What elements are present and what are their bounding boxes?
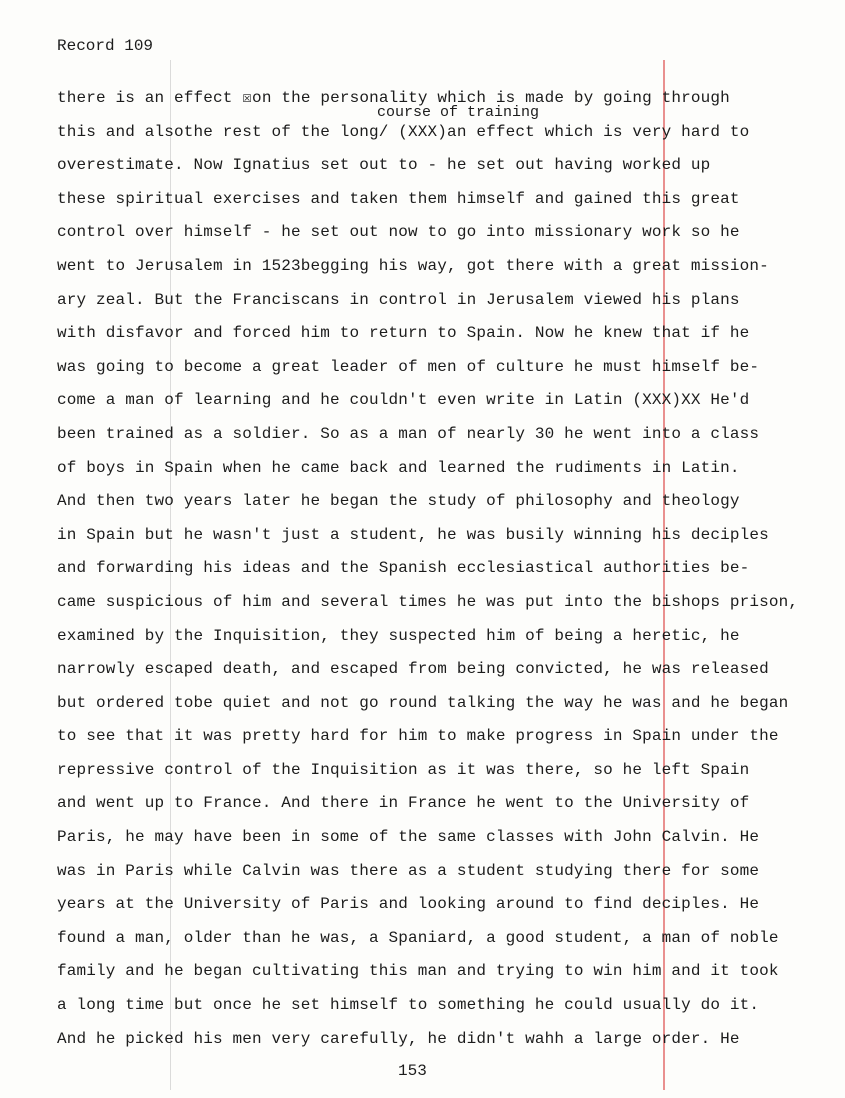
text-line: examined by the Inquisition, they suspected him of being a heretic, he xyxy=(57,626,740,645)
text-line: and forwarding his ideas and the Spanish ecclesiastical authorities be- xyxy=(57,559,750,578)
text-line: Paris, he may have been in some of the same classes with John Calvin. He xyxy=(57,828,760,847)
text-line: with disfavor and forced him to return to Spain. Now he knew that if he xyxy=(57,324,750,343)
text-line: in Spain but he wasn't just a student, he was busily winning his deciples xyxy=(57,525,769,544)
text-line: come a man of learning and he couldn't even write in Latin (XXX)XX He'd xyxy=(57,391,750,410)
text-line: to see that it was pretty hard for him to make progress in Spain under the xyxy=(57,727,779,746)
text-line: ary zeal. But the Franciscans in control in Jerusalem viewed his plans xyxy=(57,290,740,309)
handwritten-insertion: course of training xyxy=(377,104,540,121)
text-line: these spiritual exercises and taken them himself and gained this great xyxy=(57,189,740,208)
text-line: of boys in Spain when he came back and learned the rudiments in Latin. xyxy=(57,458,740,477)
text-line: a long time but once he set himself to something he could usually do it. xyxy=(57,996,760,1015)
text-line: found a man, older than he was, a Spaniard, a good student, a man of noble xyxy=(57,928,779,947)
page-number: 153 xyxy=(398,1062,427,1080)
text-line: this and alsothe rest of the long/ (XXX)an effect which is very hard to xyxy=(57,122,750,141)
text-line: overestimate. Now Ignatius set out to - he set out having worked up xyxy=(57,156,711,175)
text-line: and went up to France. And there in France he went to the University of xyxy=(57,794,750,813)
text-line: was going to become a great leader of men of culture he must himself be- xyxy=(57,357,760,376)
text-line: years at the University of Paris and looking around to find deciples. He xyxy=(57,895,760,914)
text-line: been trained as a soldier. So as a man of nearly 30 he went into a class xyxy=(57,424,760,443)
text-line: came suspicious of him and several times he was put into the bishops prison, xyxy=(57,592,799,611)
body-text xyxy=(57,86,837,1060)
record-header: Record 109 xyxy=(57,37,154,55)
text-line: control over himself - he set out now to go into missionary work so he xyxy=(57,223,740,242)
text-line: but ordered tobe quiet and not go round talking the way he was and he began xyxy=(57,693,789,712)
text-line: And then two years later he began the study of philosophy and theology xyxy=(57,492,740,511)
text-line: was in Paris while Calvin was there as a student studying there for some xyxy=(57,861,760,880)
text-line: family and he began cultivating this man and trying to win him and it took xyxy=(57,962,779,981)
text-line: there is an effect ☒on the personality which is made by going through xyxy=(57,89,730,107)
text-line: narrowly escaped death, and escaped from being convicted, he was released xyxy=(57,660,769,679)
text-line: repressive control of the Inquisition as it was there, so he left Spain xyxy=(57,760,750,779)
text-line: went to Jerusalem in 1523begging his way, got there with a great mission- xyxy=(57,256,769,275)
text-line: And he picked his men very carefully, he didn't wahh a large order. He xyxy=(57,1029,740,1048)
